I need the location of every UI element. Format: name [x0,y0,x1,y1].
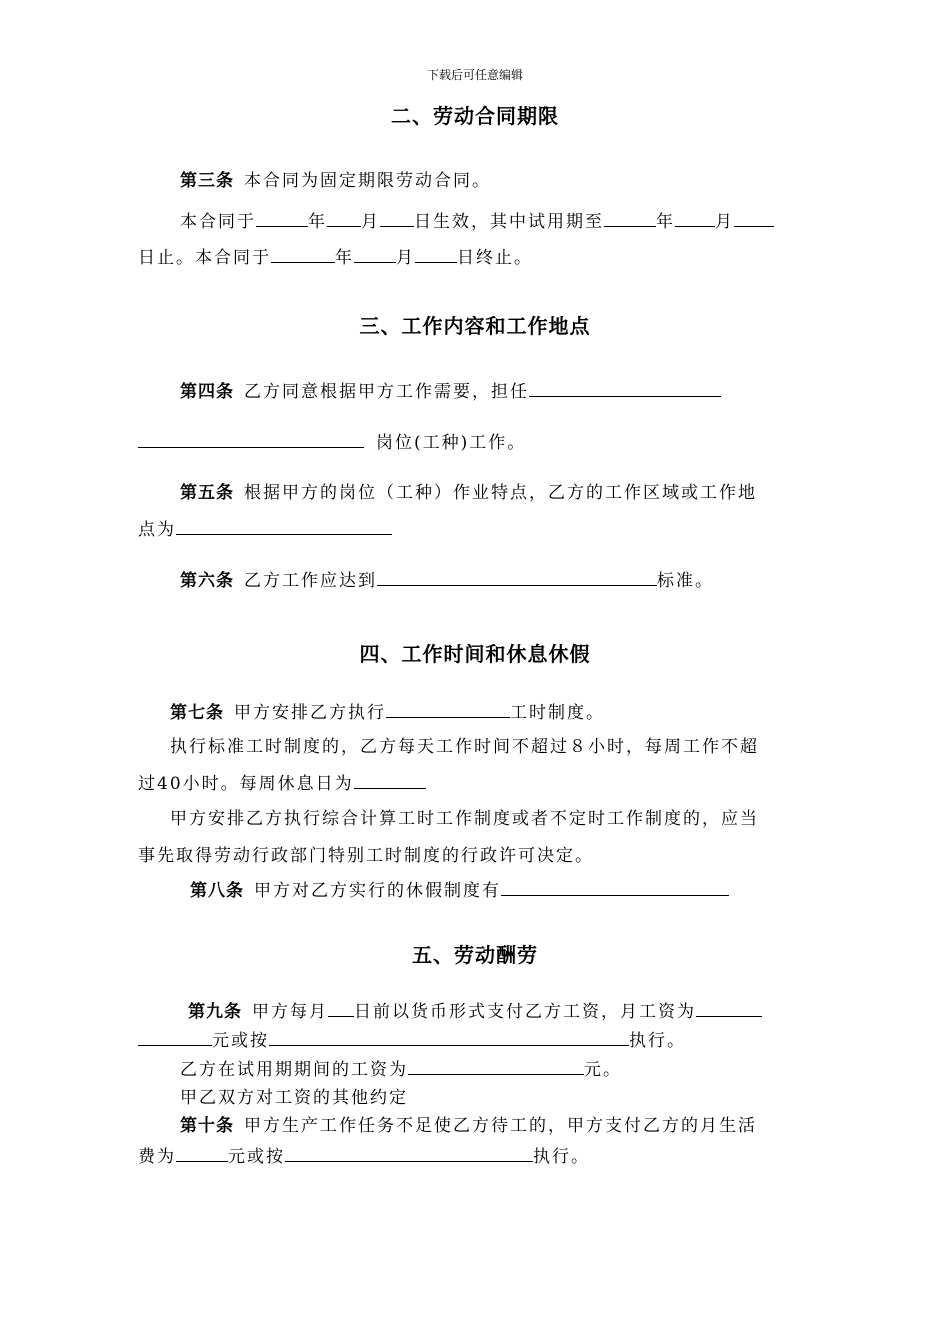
article-4-line-1 [180,380,721,403]
blank-field[interactable] [380,210,414,227]
article-7-line-1 [170,701,605,724]
article-9-label: 第九条 [188,1002,242,1022]
blank-field[interactable] [256,210,308,227]
article-3-text: 本合同为固定期限劳动合同。 [244,171,491,191]
section-heading-5: 五、劳动酬劳 [412,943,538,967]
article-10-line-2 [138,1145,590,1168]
article-6-line [180,569,714,592]
text: 工时制度。 [510,703,605,723]
blank-field[interactable] [675,210,715,227]
article-4-label: 第四条 [180,382,234,402]
article-4-line-2 [138,431,526,454]
text: 点为 [138,520,176,540]
text: 月 [396,248,415,268]
blank-field[interactable] [176,518,392,535]
text: 甲方对乙方实行的休假制度有 [254,881,501,901]
article-8-label: 第八条 [190,881,244,901]
blank-field[interactable] [285,1145,533,1162]
article-3-line-2 [180,210,774,233]
article-3-line-3 [138,246,533,269]
blank-field[interactable] [269,1029,629,1046]
blank-field[interactable] [271,246,335,263]
text: 乙方在试用期期间的工资为 [180,1060,408,1080]
blank-field[interactable] [176,1145,228,1162]
blank-field[interactable] [529,380,721,397]
text: 根据甲方的岗位（工种）作业特点，乙方的工作区域或工作地 [244,483,757,503]
section-heading-4: 四、工作时间和休息休假 [359,642,591,666]
text: 乙方工作应达到 [244,571,377,591]
text: 日止。本合同于 [138,248,271,268]
blank-field[interactable] [328,1000,354,1017]
blank-field[interactable] [138,431,364,448]
article-9-line-1 [188,1000,762,1023]
blank-field[interactable] [408,1058,584,1075]
text: 甲方安排乙方执行 [234,703,386,723]
blank-field[interactable] [327,210,361,227]
article-5-line-2 [138,518,392,541]
text: 过40小时。每周休息日为 [138,774,354,794]
article-10-line-1 [180,1115,757,1137]
text: 元。 [584,1060,622,1080]
article-8-line [190,879,729,902]
text: 日终止。 [457,248,533,268]
text: 年 [335,248,354,268]
blank-field[interactable] [415,246,457,263]
blank-field[interactable] [354,772,426,789]
text: 本合同于 [180,212,256,232]
text: 年 [308,212,327,232]
text: 岗位(工种)工作。 [376,433,527,453]
article-7-para-3: 事先取得劳动行政部门特别工时制度的行政许可决定。 [138,846,594,866]
text: 费为 [138,1147,176,1167]
text: 执行。 [629,1031,686,1051]
text: 日前以货币形式支付乙方工资，月工资为 [354,1002,696,1022]
article-6-label: 第六条 [180,571,234,591]
text: 甲方生产工作任务不足使乙方待工的，甲方支付乙方的月生活 [244,1116,757,1136]
article-9-line-2 [138,1029,686,1052]
text: 元或按 [228,1147,285,1167]
text: 年 [656,212,675,232]
text: 月 [715,212,734,232]
article-7-para-2: 甲方安排乙方执行综合计算工时工作制度或者不定时工作制度的，应当 [170,809,759,829]
section-heading-3: 三、工作内容和工作地点 [359,314,591,338]
article-10-label: 第十条 [180,1116,234,1136]
section-heading-2: 二、劳动合同期限 [391,104,559,128]
article-3-line-1 [180,170,491,192]
text: 执行。 [533,1147,590,1167]
text: 月 [361,212,380,232]
blank-field[interactable] [604,210,656,227]
article-9-line-3 [180,1058,622,1081]
blank-field[interactable] [138,1029,212,1046]
text: 日生效，其中试用期至 [414,212,604,232]
article-7-label: 第七条 [170,703,224,723]
article-7-para-1: 执行标准工时制度的，乙方每天工作时间不超过８小时，每周工作不超 [170,737,759,757]
article-3-label: 第三条 [180,171,234,191]
blank-field[interactable] [386,701,510,718]
blank-field[interactable] [377,569,657,586]
article-5-label: 第五条 [180,483,234,503]
text: 甲方每月 [252,1002,328,1022]
text: 标准。 [657,571,714,591]
blank-field[interactable] [354,246,396,263]
article-5-line-1 [180,482,757,504]
article-9-line-4: 甲乙双方对工资的其他约定 [180,1088,408,1108]
blank-field[interactable] [501,879,729,896]
text: 乙方同意根据甲方工作需要，担任 [244,382,529,402]
blank-field[interactable] [734,210,774,227]
article-7-line-3 [138,772,426,795]
text: 元或按 [212,1031,269,1051]
page-header: 下载后可任意编辑 [426,68,523,82]
blank-field[interactable] [696,1000,762,1017]
